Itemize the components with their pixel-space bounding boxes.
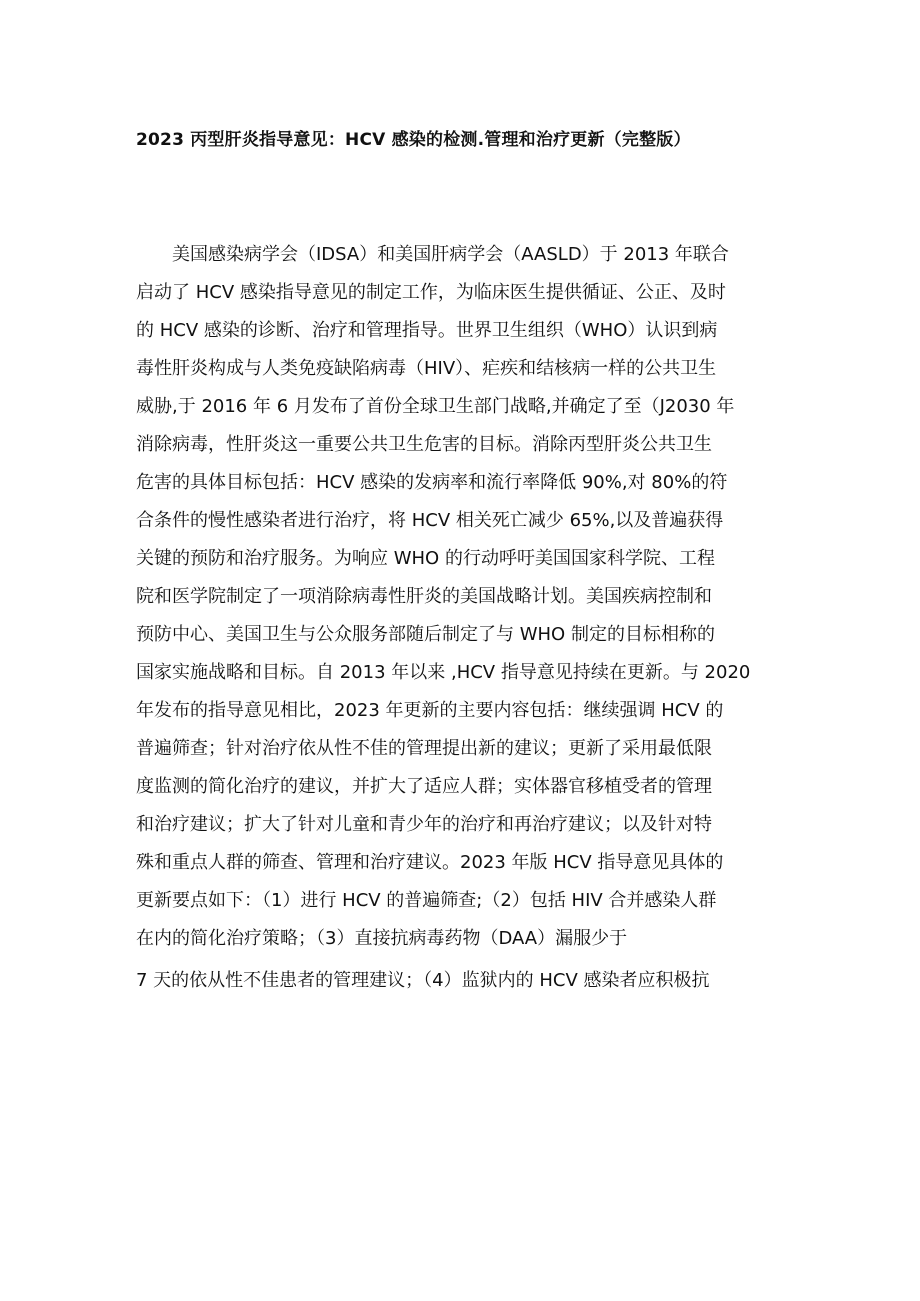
body-line: 消除病毒，性肝炎这一重要公共卫生危害的目标。消除丙型肝炎公共卫生 <box>136 434 712 455</box>
body-line: 7 天的依从性不佳患者的管理建议；（4）监狱内的 HCV 感染者应积极抗 <box>136 970 710 991</box>
body-line: 危害的具体目标包括：HCV 感染的发病率和流行率降低 90%,对 80%的符 <box>136 472 728 493</box>
body-line: 院和医学院制定了一项消除病毒性肝炎的美国战略计划。美国疾病控制和 <box>136 586 712 607</box>
body-line: 合条件的慢性感染者进行治疗，将 HCV 相关死亡减少 65%,以及普遍获得 <box>136 510 724 531</box>
body-line: 关键的预防和治疗服务。为响应 WHO 的行动呼吁美国国家科学院、工程 <box>136 548 715 569</box>
body-line: 国家实施战略和目标。自 2013 年以来 ,HCV 指导意见持续在更新。与 2020 <box>136 662 751 683</box>
body-line: 毒性肝炎构成与人类免疫缺陷病毒（HIV）、疟疾和结核病一样的公共卫生 <box>136 358 717 379</box>
document-title: 2023 丙型肝炎指导意见：HCV 感染的检测.管理和治疗更新（完整版） <box>136 130 691 150</box>
body-line: 更新要点如下：（1）进行 HCV 的普遍筛查;（2）包括 HIV 合并感染人群 <box>136 890 717 911</box>
body-line: 预防中心、美国卫生与公众服务部随后制定了与 WHO 制定的目标相称的 <box>136 624 715 645</box>
body-line: 美国感染病学会（IDSA）和美国肝病学会（AASLD）于 2013 年联合 <box>172 244 729 265</box>
document-body <box>136 236 796 1000</box>
body-line: 殊和重点人群的筛查、管理和治疗建议。2023 年版 HCV 指导意见具体的 <box>136 852 724 873</box>
body-line: 的 HCV 感染的诊断、治疗和管理指导。世界卫生组织（WHO）认识到病 <box>136 320 718 341</box>
body-line: 度监测的简化治疗的建议，并扩大了适应人群；实体器官移植受者的管理 <box>136 776 712 797</box>
body-line: 在内的简化治疗策略；（3）直接抗病毒药物（DAA）漏服少于 <box>136 928 628 949</box>
body-line: 威胁,于 2016 年 6 月发布了首份全球卫生部门战略,并确定了至（J2030 年 <box>136 396 735 417</box>
body-line: 启动了 HCV 感染指导意见的制定工作，为临床医生提供循证、公正、及时 <box>136 282 726 303</box>
body-line: 年发布的指导意见相比，2023 年更新的主要内容包括：继续强调 HCV 的 <box>136 700 724 721</box>
body-line: 普遍筛查；针对治疗依从性不佳的管理提出新的建议；更新了采用最低限 <box>136 738 712 759</box>
body-line: 和治疗建议；扩大了针对儿童和青少年的治疗和再治疗建议；以及针对特 <box>136 814 712 835</box>
